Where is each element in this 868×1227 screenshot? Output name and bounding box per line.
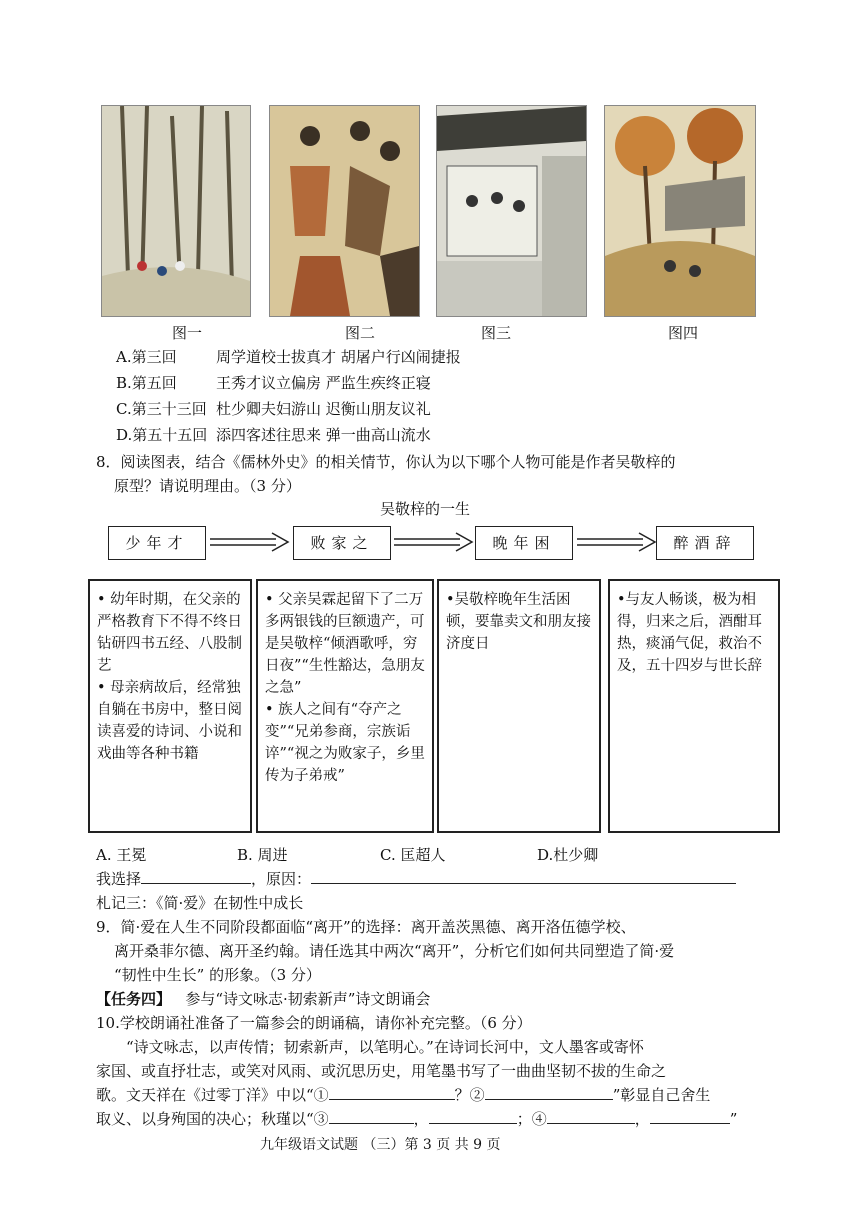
choice-b: B. 周进 (237, 846, 288, 864)
choice-d: D.杜少卿 (537, 846, 599, 864)
option-a: A.第三回 周学道校士拔真才 胡屠户行凶闹捷报 (116, 348, 461, 366)
choice-blank[interactable] (141, 869, 251, 884)
stage-1: 少年才 (108, 526, 206, 560)
question-9-line-3: “韧性中生长” 的形象。（3 分） (114, 966, 321, 984)
arrow-icon (577, 531, 657, 553)
arrow-icon (394, 531, 474, 553)
life-box-2: • 父亲吴霖起留下了二万多两银钱的巨额遗产，可是吴敬梓“倾酒歌呼，穷日夜”“生性豁达，急朋友之急” • 族人之间有“夺产之变”“兄弟参商，宗族诟谇”“视之为败家子，乡里传为子弟戒” (256, 579, 434, 833)
figure-3-caption: 图三 (480, 324, 511, 342)
life-box-1: • 幼年时期，在父亲的严格教育下不得不终日钻研四书五经、八股制艺 • 母亲病故后，经常独自躺在书房中，整日阅读喜爱的诗词、小说和戏曲等各种书籍 (88, 579, 252, 833)
figure-2-image (269, 105, 420, 317)
question-10-para-1: “诗文咏志，以声传情；韧索新声，以笔明心。”在诗词长河中，文人墨客或寄怀 (126, 1038, 644, 1056)
question-8-line-1: 8．阅读图表，结合《儒林外史》的相关情节，你认为以下哪个人物可能是作者吴敬梓的 (96, 453, 676, 471)
task-4-heading: 【任务四】 参与“诗文咏志·韧索新声”诗文朗诵会 (96, 990, 431, 1008)
life-box-4: •与友人畅谈，极为相得，归来之后，酒酣耳热，痰涌气促，救治不及，五十四岁与世长辞 (608, 579, 780, 833)
figure-4-image (604, 105, 756, 317)
figure-1-caption: 图一 (171, 324, 202, 342)
question-10-para-2: 家国、或直抒壮志，或笑对风雨、或沉思历史，用笔墨书写了一曲曲坚韧不拔的生命之 (96, 1062, 667, 1080)
question-10-para-3: 歌。文天祥在《过零丁洋》中以“① ？② ”彰显自己舍生 (96, 1086, 711, 1104)
blank-4[interactable] (547, 1109, 635, 1124)
question-9-line-2: 离开桑菲尔德、离开圣约翰。请任选其中两次“离开”，分析它们如何共同塑造了简·爱 (114, 942, 675, 960)
stage-3: 晚年困 (475, 526, 573, 560)
option-c: C.第三十三回 杜少卿夫妇游山 迟衡山朋友议礼 (116, 400, 431, 418)
question-10-line-1: 10.学校朗诵社准备了一篇参会的朗诵稿，请你补充完整。（6 分） (96, 1014, 532, 1032)
reason-blank[interactable] (311, 869, 736, 884)
blank-4b[interactable] (650, 1109, 730, 1124)
blank-3[interactable] (329, 1109, 414, 1124)
note-3-title: 札记三：《简·爱》在韧性中成长 (96, 894, 304, 912)
option-d: D.第五十五回 添四客述往思来 弹一曲高山流水 (116, 426, 431, 444)
question-8-line-2: 原型？请说明理由。（3 分） (114, 477, 301, 495)
choice-c: C. 匡超人 (380, 846, 446, 864)
figure-3-image (436, 105, 587, 317)
chart-title: 吴敬梓的一生 (380, 500, 471, 518)
question-9-line-1: 9．简·爱在人生不同阶段都面临“离开”的选择：离开盖茨黑德、离开洛伍德学校、 (96, 918, 636, 936)
life-box-3: •吴敬梓晚年生活困顿，要靠卖文和朋友接济度日 (437, 579, 601, 833)
option-b: B.第五回 王秀才议立偏房 严监生疾终正寝 (116, 374, 431, 392)
stage-4: 醉酒辞 (656, 526, 754, 560)
question-10-para-4: 取义、以身殉国的决心；秋瑾以“③ ， ；④ ， ” (96, 1110, 738, 1128)
figure-4-caption: 图四 (667, 324, 698, 342)
figure-2-caption: 图二 (344, 324, 375, 342)
arrow-icon (210, 531, 290, 553)
blank-1[interactable] (329, 1085, 455, 1100)
choice-a: A. 王冕 (96, 846, 147, 864)
page-footer: 九年级语文试题 （三）第 3 页 共 9 页 (260, 1137, 501, 1153)
figure-1-image (101, 105, 251, 317)
blank-2[interactable] (485, 1085, 613, 1100)
answer-line: 我选择 ，原因： (96, 868, 736, 889)
stage-2: 败家之 (293, 526, 391, 560)
blank-3b[interactable] (429, 1109, 517, 1124)
